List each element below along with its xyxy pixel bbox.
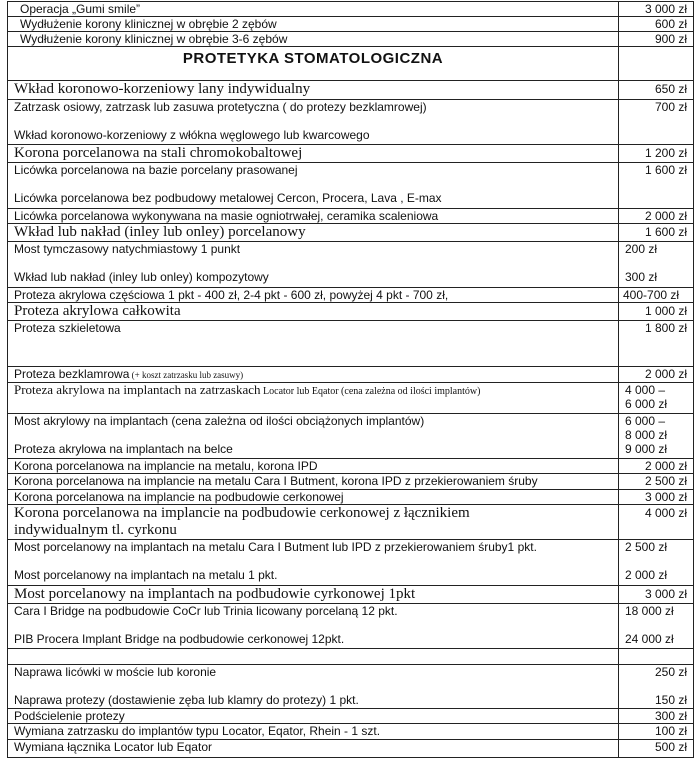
price-cell	[619, 163, 694, 209]
price-value: 24 000 zł	[625, 632, 674, 646]
table-row	[8, 604, 694, 649]
price-value: 2 000 zł	[644, 209, 687, 223]
description-line: Proteza szkieletowa	[14, 321, 121, 335]
price-value: 100 zł	[654, 724, 687, 738]
description-line: Wkład lub nakład (inley lub onley) kompozytowy	[14, 270, 269, 284]
service-description	[8, 242, 619, 288]
table-row	[8, 321, 694, 367]
table-row	[8, 100, 694, 145]
section-heading: PROTETYKA STOMATOLOGICZNA	[8, 47, 619, 81]
service-description	[8, 586, 619, 604]
service-description	[8, 383, 619, 414]
description-line: Proteza akrylowa całkowita	[14, 303, 181, 319]
table-row	[8, 288, 694, 303]
description-line: Naprawa licówki w moście lub koronie	[14, 665, 217, 679]
table-row	[8, 724, 694, 740]
price-value	[625, 649, 687, 663]
price-cell	[619, 665, 694, 709]
table-row	[8, 586, 694, 604]
price-value: 6 000 –	[625, 414, 666, 428]
service-description	[8, 32, 619, 47]
description-line: indywidualnym tl. cyrkonu	[14, 522, 177, 538]
price-value: 8 000 zł	[625, 428, 668, 442]
price-value	[625, 679, 687, 693]
description-line: Wkład koronowo-korzeniowy z włókna węglowego lub kwarcowego	[14, 128, 370, 142]
description-line: Wydłużenie korony klinicznej w obrębie 3-6 zębów	[20, 32, 288, 46]
service-description	[8, 209, 619, 224]
price-value: 2 500 zł	[644, 474, 687, 488]
table-row	[8, 242, 694, 288]
description-line: Operacja „Gumi smile”	[20, 2, 141, 16]
price-cell	[619, 242, 694, 288]
table-row	[8, 459, 694, 474]
table-row	[8, 740, 694, 758]
service-description	[8, 414, 619, 459]
description-line: Korona porcelanowa na stali chromokobaltowej	[14, 145, 303, 161]
description-line: Korona porcelanowa na implancie na metalu Cara I Butment, korona IPD z przekierowaniem śruby	[14, 474, 538, 488]
description-line: Proteza akrylowa na implantach na belce	[14, 442, 233, 456]
table-row	[8, 145, 694, 163]
description-line: PIB Procera Implant Bridge na podbudowie cerkonowej 12pkt.	[14, 632, 345, 646]
price-value: 150 zł	[654, 693, 687, 707]
price-value: 1 000 zł	[644, 304, 687, 318]
table-row	[8, 32, 694, 47]
price-cell	[619, 383, 694, 414]
price-value: 2 500 zł	[625, 540, 668, 554]
price-value: 1 200 zł	[644, 146, 687, 160]
description-line: Wymiana zatrzasku do implantów typu Locator, Eqator, Rhein - 1 szt.	[14, 724, 381, 738]
description-line	[14, 428, 612, 442]
table-row	[8, 224, 694, 242]
price-value: 2 000 zł	[644, 459, 687, 473]
price-cell	[619, 209, 694, 224]
service-description	[8, 321, 619, 367]
price-value: 250 zł	[654, 665, 687, 679]
price-cell	[619, 724, 694, 740]
service-description	[8, 288, 619, 303]
description-line: Korona porcelanowa na implancie na podbudowie cerkonowej z łącznikiem	[14, 505, 470, 521]
price-value: 600 zł	[654, 17, 687, 31]
service-description	[8, 81, 619, 100]
table-row	[8, 303, 694, 321]
description-line: Wymiana łącznika Locator lub Eqator	[14, 740, 212, 754]
table-row	[8, 367, 694, 383]
service-description	[8, 540, 619, 586]
description-line	[14, 177, 612, 191]
price-cell	[619, 474, 694, 490]
price-value: 3 000 zł	[644, 587, 687, 601]
description-line: Most tymczasowy natychmiastowy 1 punkt	[14, 242, 241, 256]
price-cell	[619, 367, 694, 383]
price-value: 650 zł	[654, 82, 687, 96]
service-description	[8, 163, 619, 209]
price-value: 9 000 zł	[625, 442, 668, 456]
price-value: 700 zł	[654, 100, 687, 114]
table-row	[8, 540, 694, 586]
price-value: 6 000 zł	[625, 397, 668, 411]
price-value: 200 zł	[625, 242, 658, 256]
price-cell	[619, 81, 694, 100]
price-cell	[619, 649, 694, 665]
description-line: Korona porcelanowa na implancie na podbudowie cerkonowej	[14, 490, 344, 504]
service-description	[8, 709, 619, 724]
service-description	[8, 649, 619, 665]
service-description	[8, 665, 619, 709]
service-description	[8, 459, 619, 474]
price-value: 18 000 zł	[625, 604, 674, 618]
description-line	[14, 649, 612, 663]
service-description	[8, 490, 619, 505]
service-description	[8, 505, 619, 540]
price-cell	[619, 490, 694, 505]
description-line: Licówka porcelanowa wykonywana na masie ogniotrwałej, ceramika scaleniowa	[14, 209, 439, 223]
price-cell	[619, 224, 694, 242]
price-cell	[619, 540, 694, 586]
service-description	[8, 474, 619, 490]
description-line	[14, 554, 612, 568]
table-row	[8, 474, 694, 490]
service-description	[8, 604, 619, 649]
table-row	[8, 209, 694, 224]
table-row	[8, 505, 694, 540]
service-description	[8, 145, 619, 163]
price-cell	[619, 709, 694, 724]
description-line: Proteza bezklamrowa (+ koszt zatrzasku lub zasuwy)	[14, 367, 244, 381]
price-cell	[619, 604, 694, 649]
price-note: Locator lub Eqator (cena zależna od ilości implantów)	[260, 386, 481, 397]
price-value: 4 000 zł	[644, 506, 687, 520]
price-cell	[619, 414, 694, 459]
price-value: 1 600 zł	[644, 225, 687, 239]
table-row	[8, 81, 694, 100]
price-cell	[619, 145, 694, 163]
service-description	[8, 17, 619, 32]
description-line: Most porcelanowy na implantach na metalu 1 pkt.	[14, 568, 278, 582]
price-list-body	[8, 2, 694, 758]
service-description	[8, 724, 619, 740]
description-line: Wydłużenie korony klinicznej w obrębie 2 zębów	[20, 17, 277, 31]
description-line: Naprawa protezy (dostawienie zęba lub klamry do protezy) 1 pkt.	[14, 693, 359, 707]
price-cell	[619, 32, 694, 47]
service-description	[8, 303, 619, 321]
table-row	[8, 649, 694, 665]
price-value: 3 000 zł	[644, 490, 687, 504]
description-line	[14, 679, 612, 693]
price-value	[625, 256, 687, 270]
table-row	[8, 414, 694, 459]
price-cell	[619, 459, 694, 474]
table-row	[8, 2, 694, 17]
description-line	[14, 618, 612, 632]
price-value: 500 zł	[654, 740, 687, 754]
table-row	[8, 490, 694, 505]
price-cell	[619, 17, 694, 32]
description-line: Licówka porcelanowa bez podbudowy metalowej Cercon, Procera, Lava , E-max	[14, 191, 442, 205]
price-value: 400-700 zł	[623, 288, 680, 302]
description-line: Proteza akrylowa częściowa 1 pkt - 400 zł, 2-4 pkt - 600 zł, powyżej 4 pkt - 700 zł,	[14, 288, 449, 302]
price-value: 300 zł	[625, 270, 658, 284]
table-row	[8, 709, 694, 724]
description-line: Most porcelanowy na implantach na podbudowie cyrkonowej 1pkt	[14, 586, 416, 602]
price-value	[625, 618, 687, 632]
price-cell	[619, 100, 694, 145]
table-row	[8, 47, 694, 81]
description-line: Licówka porcelanowa na bazie porcelany prasowanej	[14, 163, 298, 177]
price-value: 4 000 –	[625, 383, 666, 397]
service-description	[8, 100, 619, 145]
table-row	[8, 383, 694, 414]
price-cell	[619, 321, 694, 367]
table-row	[8, 665, 694, 709]
service-description	[8, 224, 619, 242]
price-list-table	[7, 1, 694, 758]
service-description	[8, 740, 619, 758]
table-row	[8, 163, 694, 209]
price-note: (+ koszt zatrzasku lub zasuwy)	[129, 370, 244, 380]
price-cell	[619, 47, 694, 81]
description-line: Zatrzask osiowy, zatrzask lub zasuwa protetyczna ( do protezy bezklamrowej)	[14, 100, 427, 114]
description-line: Korona porcelanowa na implancie na metalu, korona IPD	[14, 459, 318, 473]
price-value	[625, 554, 687, 568]
price-cell	[619, 303, 694, 321]
price-cell	[619, 505, 694, 540]
price-cell	[619, 740, 694, 758]
description-line	[14, 256, 612, 270]
price-value: 900 zł	[654, 32, 687, 46]
description-line: Cara I Bridge na podbudowie CoCr lub Trinia licowany porcelaną 12 pkt.	[14, 604, 398, 618]
description-line: Wkład koronowo-korzeniowy lany indywidualny	[14, 81, 311, 97]
description-line: Proteza akrylowa na implantach na zatrzaskach Locator lub Eqator (cena zależna od ilości implantów)	[14, 382, 481, 397]
service-description	[8, 367, 619, 383]
service-description	[8, 2, 619, 17]
description-line: Most porcelanowy na implantach na metalu Cara I Butment lub IPD z przekierowaniem śruby1 pkt.	[14, 540, 537, 554]
table-row	[8, 17, 694, 32]
price-value: 2 000 zł	[625, 568, 668, 582]
description-line	[14, 114, 612, 128]
price-cell	[619, 2, 694, 17]
description-line: Wkład lub nakład (inley lub onley) porcelanowy	[14, 224, 306, 240]
price-value: 2 000 zł	[644, 367, 687, 381]
price-value: 1 600 zł	[644, 163, 687, 177]
price-value: 3 000 zł	[644, 2, 687, 16]
description-line: Most akrylowy na implantach (cena zależna od ilości obciążonych implantów)	[14, 414, 425, 428]
price-value: 1 800 zł	[644, 321, 687, 335]
description-line: Podścielenie protezy	[14, 709, 125, 723]
price-cell	[619, 586, 694, 604]
price-value: 300 zł	[654, 709, 687, 723]
price-cell	[619, 288, 694, 303]
